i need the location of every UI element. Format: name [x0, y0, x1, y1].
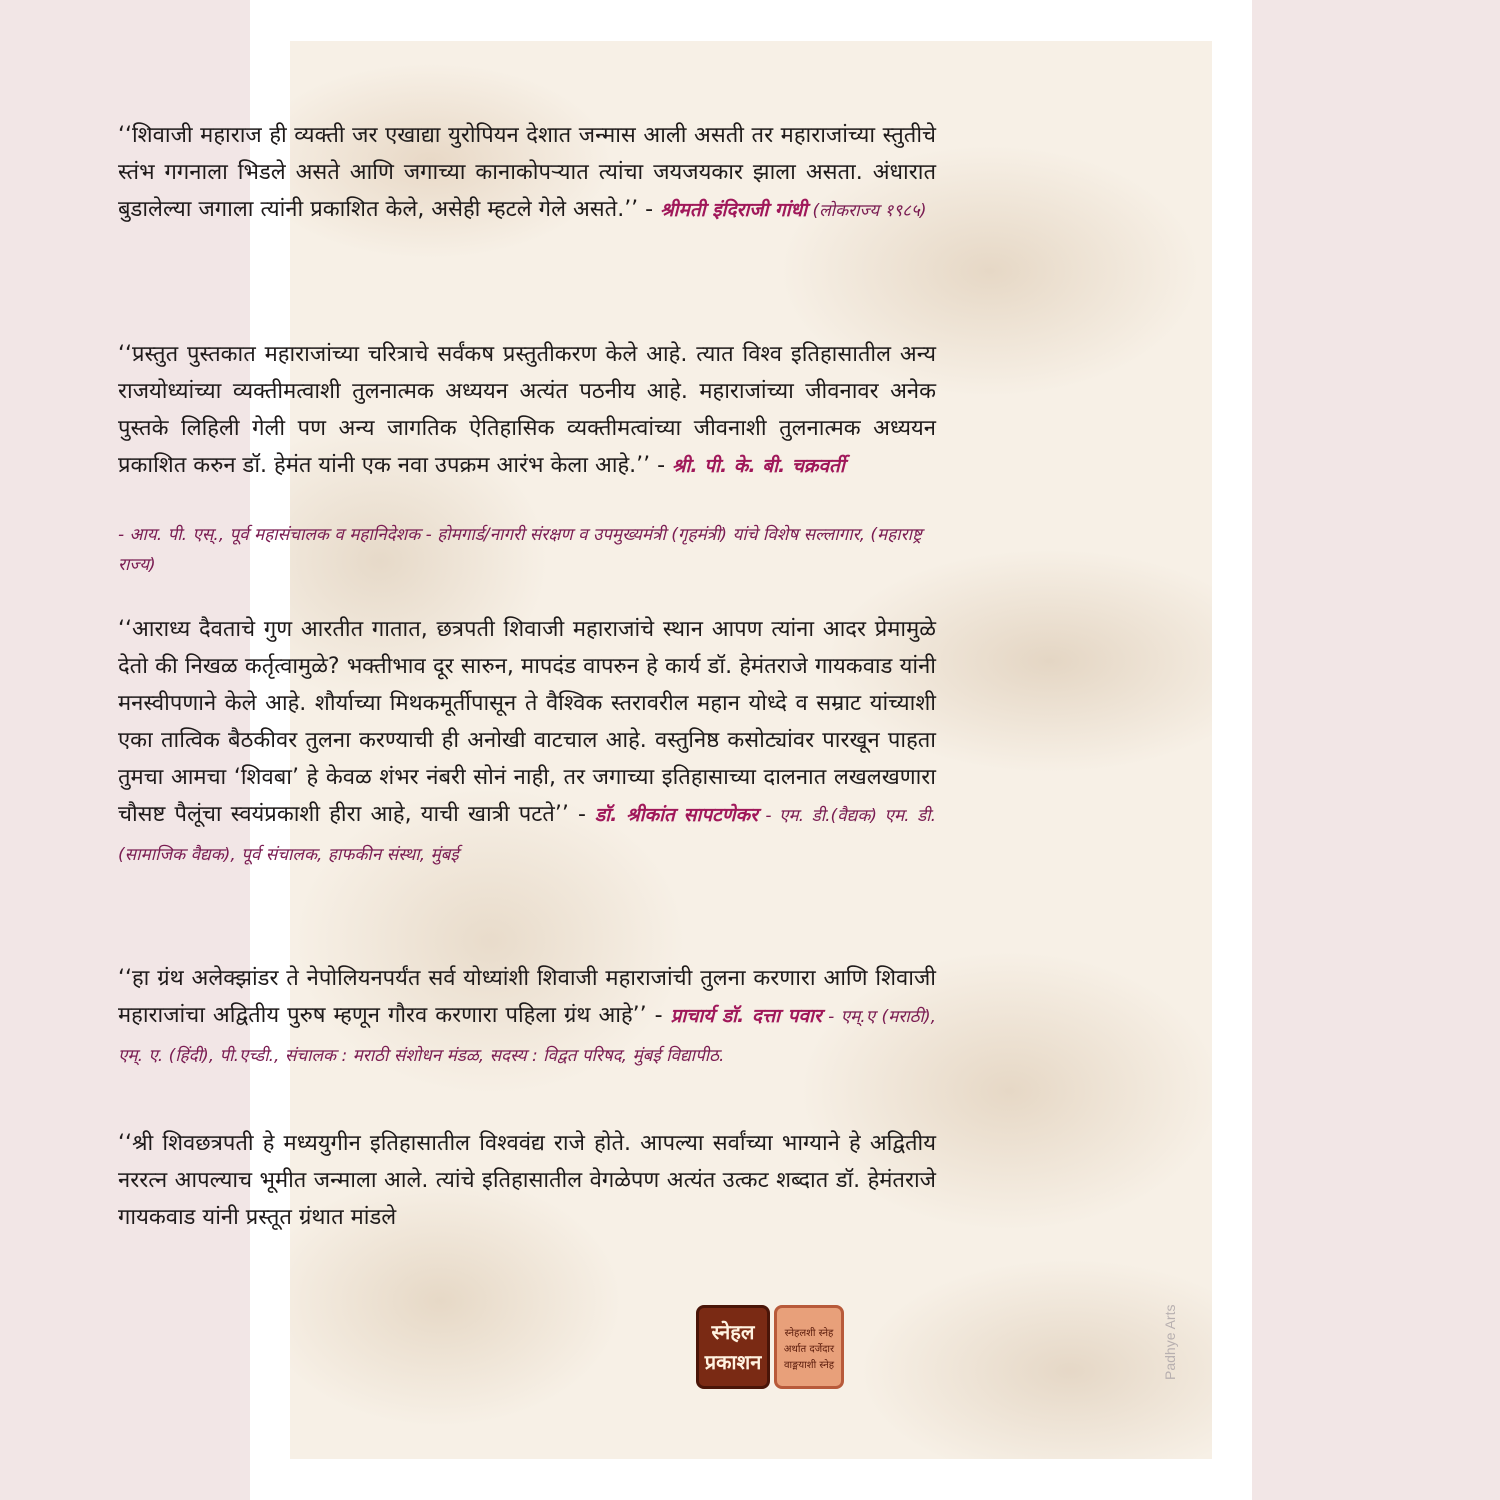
publisher-tagline-badge — [774, 1305, 844, 1389]
quote-4-author: प्राचार्य डॉ. दत्ता पवार — [670, 1005, 822, 1027]
quote-2-text: ‘‘प्रस्तुत पुस्तकात महाराजांच्या चरित्राचे सर्वंकष प्रस्तुतीकरण केले आहे. त्यात विश्व इतिहासातील अन्य राजयोध्यांच्या व्यक्तीमत्वाशी तुलनात्मक अध्ययन अत्यंत पठनीय आहे. महाराजांच्या जीवनावर अनेक पुस्तके लिहिली गेली पण अन्य जागतिक ऐतिहासिक व्यक्तीमत्वांच्या जीवनाशी तुलनात्मक अध्ययन प्रकाशित करुन डॉ. हेमंत यांनी एक नवा उपक्रम आरंभ केला आहे.’’ - — [118, 342, 936, 478]
publisher-logo — [696, 1305, 770, 1389]
quote-3 — [118, 611, 936, 874]
quote-1 — [118, 117, 936, 230]
quote-4 — [118, 960, 936, 1075]
quote-5-text: ‘‘श्री शिवछत्रपती हे मध्ययुगीन इतिहासातील विश्ववंद्य राजे होते. आपल्या सर्वांच्या भाग्याने हे अद्वितीय नररत्न आपल्याच भूमीत जन्माला आले. त्यांचे इतिहासातील वेगळेपण अत्यंत उत्कट शब्दात डॉ. हेमंतराजे गायकवाड यांनी प्रस्तूत ग्रंथात मांडले — [118, 1131, 936, 1230]
quote-2-author: श्री. पी. के. बी. चक्रवर्ती — [672, 455, 845, 477]
quote-3-text: ‘‘आराध्य दैवताचे गुण आरतीत गातात, छत्रपती शिवाजी महाराजांचे स्थान आपण त्यांना आदर प्रेमामुळे देतो की निखळ कर्तृत्वामुळे? भक्तीभाव दूर सारुन, मापदंड वापरुन हे कार्य डॉ. हेमंतराजे गायकवाड यांनी मनस्वीपणाने केले आहे. शौर्याच्या मिथकमूर्तीपासून ते वैश्विक स्तरावरील महान योध्दे व सम्राट यांच्याशी एका तात्विक बैठकीवर तुलना करण्याची ही अनोखी वाटचाल आहे. वस्तुनिष्ठ कसोट्यांवर पारखून पाहता तुमचा आमचा ‘शिवबा’ हे केवळ शंभर नंबरी सोनं नाही, तर जगाच्या इतिहासाच्या दालनात लखलखणारा चौसष्ट पैलूंचा स्वयंप्रकाशी हीरा आहे, याची खात्री पटते’’ - — [118, 617, 936, 827]
quote-2-credential: - आय. पी. एस्., पूर्व महासंचालक व महानिदेशक - होमगार्ड/नागरी संरक्षण व उपमुख्यमंत्री (गृहमंत्री) यांचे विशेष सल्लागार, (महाराष्ट्र राज्य) — [118, 525, 922, 575]
quote-1-text: ‘‘शिवाजी महाराज ही व्यक्ती जर एखाद्या युरोपियन देशात जन्मास आली असती तर महाराजांच्या स्तुतीचे स्तंभ गगनाला भिडले असते आणि जगाच्या कानाकोपऱ्यात त्यांचा जयजयकार झाला असता. अंधारात बुडालेल्या जगाला त्यांनी प्रकाशित केले, असेही म्हटले गेले असते.’’ - — [118, 123, 936, 222]
quote-4-credential: - एम्.ए (मराठी), एम्. ए. (हिंदी), पी.एच्डी., संचालक : मराठी संशोधन मंडळ, सदस्य : विद्वत परिषद, मुंबई विद्यापीठ. — [118, 1007, 936, 1066]
quote-1-credential: (लोकराज्य १९८५) — [807, 201, 927, 221]
quote-5 — [118, 1125, 936, 1236]
quote-3-author: डॉ. श्रीकांत सापटणेकर — [595, 804, 758, 826]
quote-3-credential: - एम. डी.(वैद्यक) एम. डी. (सामाजिक वैद्यक), पूर्व संचालक, हाफकीन संस्था, मुंबई — [118, 806, 936, 865]
quote-1-author: श्रीमती इंदिराजी गांधी — [660, 199, 808, 221]
watermark: Padhye Arts — [1162, 1304, 1178, 1380]
quote-4-text: ‘‘हा ग्रंथ अलेक्झांडर ते नेपोलियनपर्यंत सर्व योध्यांशी शिवाजी महाराजांची तुलना करणारा आणि शिवाजी महाराजांचा अद्वितीय पुरुष म्हणून गौरव करणारा पहिला ग्रंथ आहे’’ - — [118, 966, 936, 1028]
publisher-logo-text: स्नेहल प्रकाशन — [704, 1320, 762, 1374]
quote-2 — [118, 336, 936, 485]
publisher-tagline: स्नेहलशी स्नेह अर्थात दर्जेदार वाङ्मयाशी स्नेह — [783, 1328, 835, 1371]
